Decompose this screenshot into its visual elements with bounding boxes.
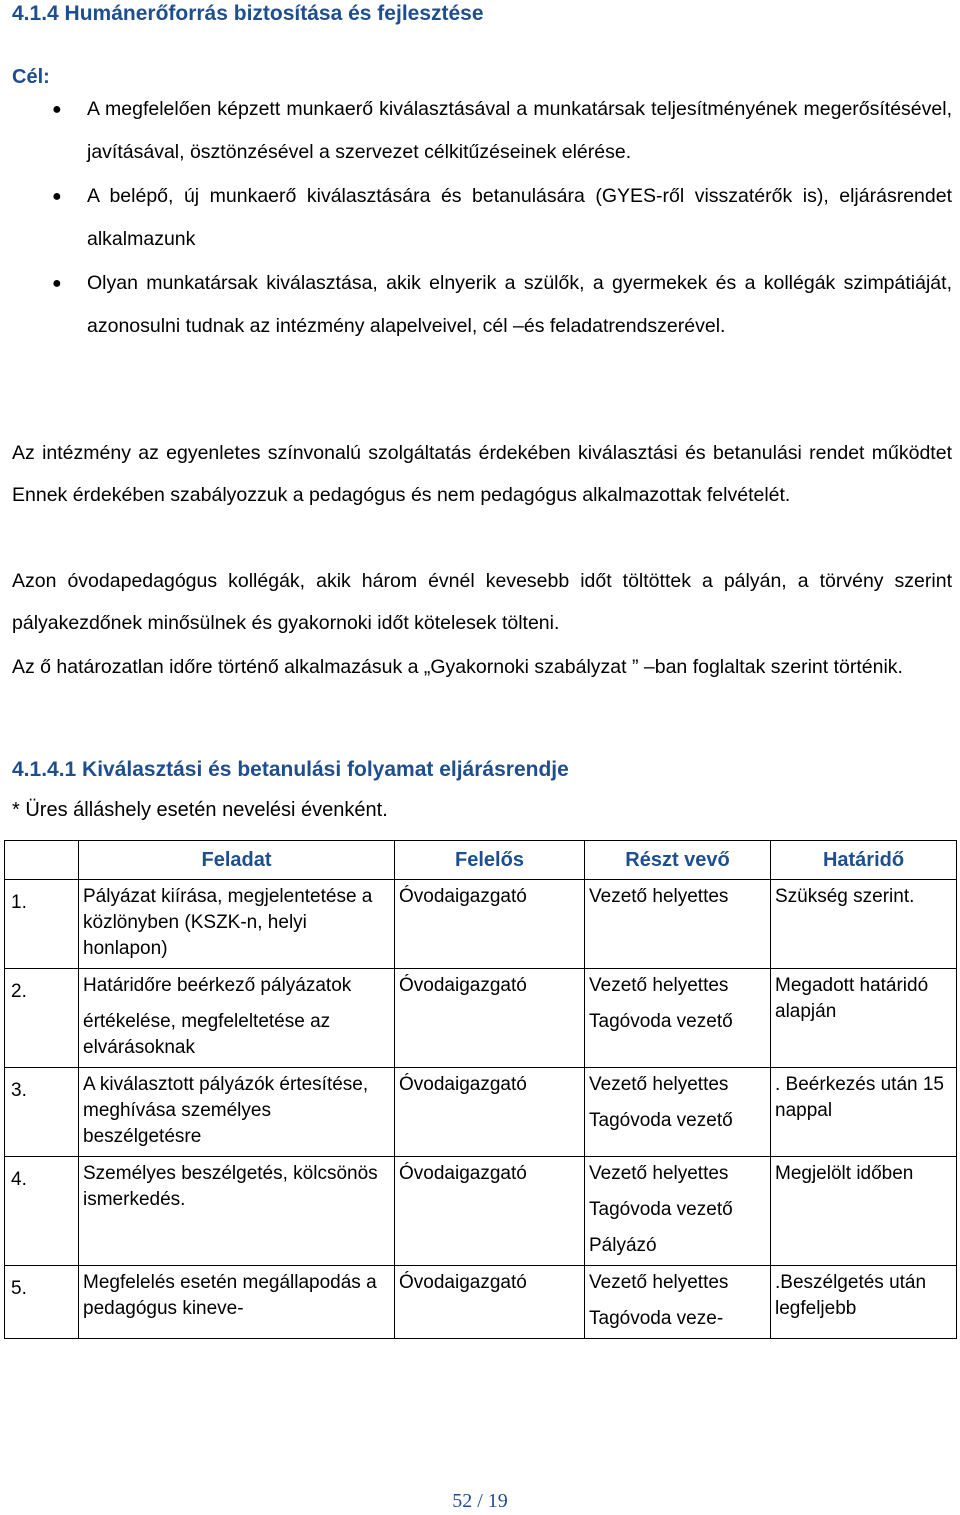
bullet-icon: ● xyxy=(52,101,62,118)
row-number: 3. xyxy=(5,1068,79,1157)
header-cell-owner: Felelős xyxy=(395,841,585,880)
bullet-icon: ● xyxy=(52,275,62,292)
page-number: 52 / 19 xyxy=(452,1490,508,1512)
procedure-table xyxy=(4,840,957,1339)
deadline-cell: Megjelölt időben xyxy=(771,1157,957,1266)
row-number: 1. xyxy=(5,880,79,969)
header-cell-deadline: Határidő xyxy=(771,841,957,880)
participants-cell: Vezető helyettes Tagóvoda vezető Pályázó xyxy=(585,1157,771,1266)
table-row xyxy=(5,880,957,969)
task-cell: A kiválasztott pályázók értesítése, meghívása személyes beszélgetésre xyxy=(79,1068,395,1157)
task-cell: Határidőre beérkező pályázatok értékelése, megfeleltetése az elvárásoknak xyxy=(79,969,395,1068)
list-item: ● A belépő, új munkaerő kiválasztására és betanulására (GYES-ről visszatérők is), eljárásrendet alkalmazunk xyxy=(12,175,952,261)
participants-cell: Vezető helyettes Tagóvoda veze- xyxy=(585,1266,771,1339)
subsection-heading: 4.1.4.1 Kiválasztási és betanulási folyamat eljárásrendje xyxy=(12,758,569,781)
task-cell: Személyes beszélgetés, kölcsönös ismerkedés. xyxy=(79,1157,395,1266)
note-text: * Üres álláshely esetén nevelési évenként. xyxy=(12,799,388,821)
deadline-cell: . Beérkezés után 15 nappal xyxy=(771,1068,957,1157)
table-header-row xyxy=(5,841,957,880)
task-cell: Megfelelés esetén megállapodás a pedagógus kineve- xyxy=(79,1266,395,1339)
bullet-icon: ● xyxy=(52,188,62,205)
table-row xyxy=(5,969,957,1068)
participants-cell: Vezető helyettes Tagóvoda vezető xyxy=(585,1068,771,1157)
table-row xyxy=(5,1068,957,1157)
header-cell-participants: Részt vevő xyxy=(585,841,771,880)
row-number: 5. xyxy=(5,1266,79,1339)
paragraph: Az ő határozatlan időre történő alkalmazásuk a „Gyakornoki szabályzat ” –ban foglaltak szerint történik. xyxy=(12,656,903,678)
paragraph: Azon óvodapedagógus kollégák, akik három évnél kevesebb időt töltöttek a pályán, a törvény szerint pályakezdőnek minősülnek és gyakornoki időt kötelesek tölteni. xyxy=(12,570,952,634)
list-item: ● Olyan munkatársak kiválasztása, akik elnyerik a szülők, a gyermekek és a kollégák szimpátiáját, azonosulni tudnak az intézmény alapelveivel, cél –és feladatrendszerével. xyxy=(12,262,952,348)
deadline-cell: Megadott határidó alapján xyxy=(771,969,957,1068)
row-number: 4. xyxy=(5,1157,79,1266)
owner-cell: Óvodaigazgató xyxy=(395,1068,585,1157)
header-cell-task: Feladat xyxy=(79,841,395,880)
deadline-cell: Szükség szerint. xyxy=(771,880,957,969)
table-row xyxy=(5,1266,957,1339)
owner-cell: Óvodaigazgató xyxy=(395,1266,585,1339)
deadline-cell: .Beszélgetés után legfeljebb xyxy=(771,1266,957,1339)
header-cell-num xyxy=(5,841,79,880)
owner-cell: Óvodaigazgató xyxy=(395,969,585,1068)
owner-cell: Óvodaigazgató xyxy=(395,1157,585,1266)
section-heading: 4.1.4 Humánerőforrás biztosítása és fejlesztése xyxy=(12,2,484,25)
paragraph: Az intézmény az egyenletes színvonalú szolgáltatás érdekében kiválasztási és betanulási rendet működtet Ennek érdekében szabályozzuk a pedagógus és nem pedagógus alkalmazottak felvételét. xyxy=(12,442,952,506)
row-number: 2. xyxy=(5,969,79,1068)
goal-list xyxy=(12,88,952,349)
table-row xyxy=(5,1157,957,1266)
list-item: ● A megfelelően képzett munkaerő kiválasztásával a munkatársak teljesítményének megerősítésével, javításával, ösztönzésével a szervezet célkitűzéseinek elérése. xyxy=(12,88,952,174)
owner-cell: Óvodaigazgató xyxy=(395,880,585,969)
goal-label: Cél: xyxy=(12,66,50,88)
task-cell: Pályázat kiírása, megjelentetése a közlönyben (KSZK-n, helyi honlapon) xyxy=(79,880,395,969)
participants-cell: Vezető helyettes xyxy=(585,880,771,969)
participants-cell: Vezető helyettes Tagóvoda vezető xyxy=(585,969,771,1068)
